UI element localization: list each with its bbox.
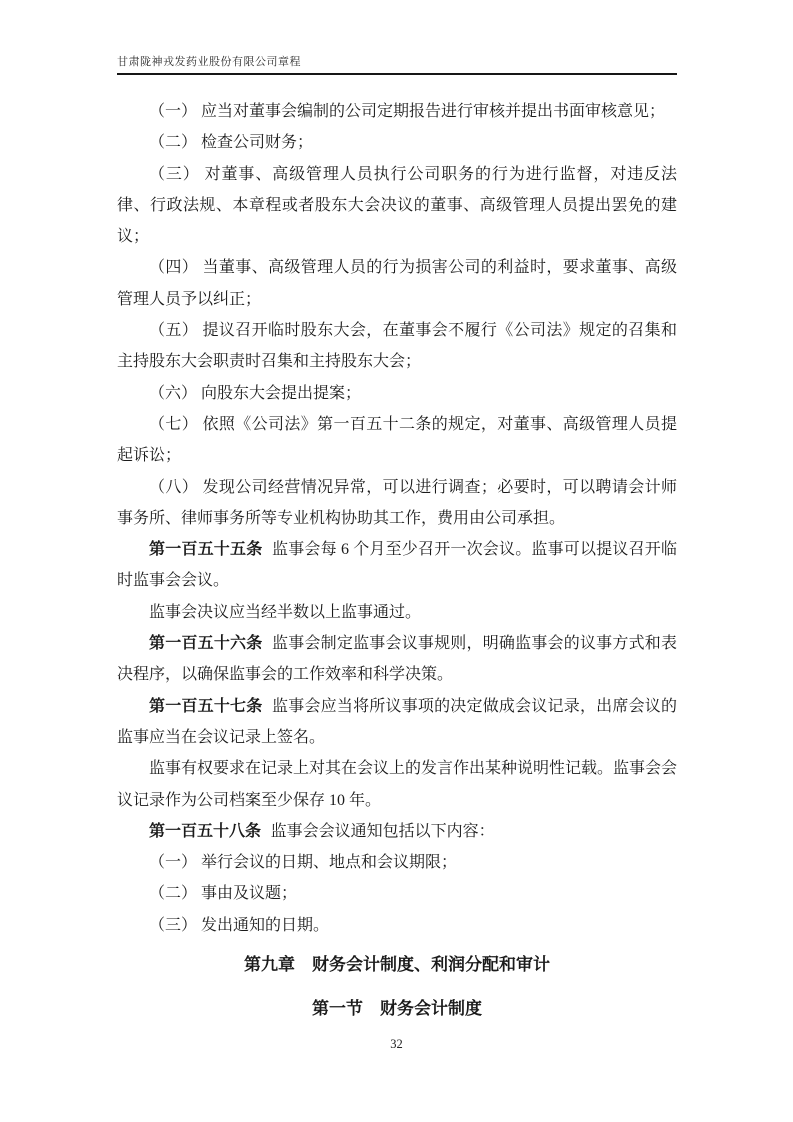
paragraph-text: 监事会应当将所议事项的决定做成会议记录，出席会议的监事应当在会议记录上签名。 — [117, 697, 677, 746]
paragraph-article — [117, 534, 677, 597]
paragraph-text: 监事会决议应当经半数以上监事通过。 — [149, 603, 422, 621]
article-number: 第一百五十五条 — [149, 541, 263, 559]
paragraph-text: 监事会制定监事会议事规则，明确监事会的议事方式和表决程序，以确保监事会的工作效率和科学决策。 — [117, 635, 677, 684]
header-title: 甘肃陇神戎发药业股份有限公司章程 — [117, 56, 301, 68]
paragraph-text: （二） 事由及议题； — [149, 885, 298, 903]
paragraph-text: （三） 对董事、高级管理人员执行公司职务的行为进行监督，对违反法律、行政法规、本章程或者股东大会决议的董事、高级管理人员提出罢免的建议； — [117, 165, 677, 246]
paragraph-text: （二） 检查公司财务； — [149, 134, 314, 152]
paragraph — [117, 878, 677, 909]
paragraph-text: （三） 发出通知的日期。 — [149, 916, 330, 934]
paragraph-article — [117, 628, 677, 691]
paragraph-text: （一） 应当对董事会编制的公司定期报告进行审核并提出书面审核意见； — [149, 103, 666, 120]
paragraph-text: （六） 向股东大会提出提案； — [149, 384, 362, 402]
paragraph — [117, 127, 677, 158]
article-number: 第一百五十八条 — [149, 822, 262, 840]
paragraph-text: 监事会会议通知包括以下内容： — [270, 822, 495, 840]
page-header — [117, 0, 677, 75]
article-number: 第一百五十七条 — [149, 697, 263, 715]
paragraph — [117, 753, 677, 816]
paragraph — [117, 847, 677, 878]
paragraph-text: （五） 提议召开临时股东大会，在董事会不履行《公司法》规定的召集和主持股东大会职责时召集和主持股东大会； — [117, 322, 677, 371]
paragraph-text: （七） 依照《公司法》第一百五十二条的规定，对董事、高级管理人员提起诉讼； — [117, 415, 677, 465]
document-content — [117, 96, 677, 1021]
section-heading: 第一节 财务会计制度 — [312, 999, 482, 1019]
paragraph-text: 监事有权要求在记录上对其在会议上的发言作出某种说明性记载。监事会会议记录作为公司档案至少保存 10 年。 — [117, 760, 678, 809]
paragraph — [117, 96, 677, 127]
paragraph — [117, 472, 677, 535]
paragraph-text: （八） 发现公司经营情况异常，可以进行调查；必要时，可以聘请会计师事务所、律师事务所等专业机构协助其工作，费用由公司承担。 — [117, 478, 677, 527]
paragraph-text: 监事会每 6 个月至少召开一次会议。监事可以提议召开临时监事会会议。 — [117, 541, 677, 590]
article-number: 第一百五十六条 — [149, 635, 263, 653]
page-number: 32 — [390, 1037, 403, 1051]
paragraph — [117, 910, 677, 941]
chapter-heading: 第九章 财务会计制度、利润分配和审计 — [244, 955, 550, 975]
paragraph — [117, 159, 677, 253]
paragraph — [117, 252, 677, 315]
paragraph — [117, 597, 677, 628]
paragraph-article — [117, 816, 677, 847]
paragraph — [117, 409, 677, 472]
paragraph-text: （四） 当董事、高级管理人员的行为损害公司的利益时，要求董事、高级管理人员予以纠正； — [117, 259, 677, 308]
paragraph — [117, 378, 677, 409]
paragraph — [117, 315, 677, 378]
page-footer — [0, 1037, 793, 1052]
paragraph-text: （一） 举行会议的日期、地点和会议期限； — [149, 854, 458, 872]
paragraph-article — [117, 691, 677, 754]
